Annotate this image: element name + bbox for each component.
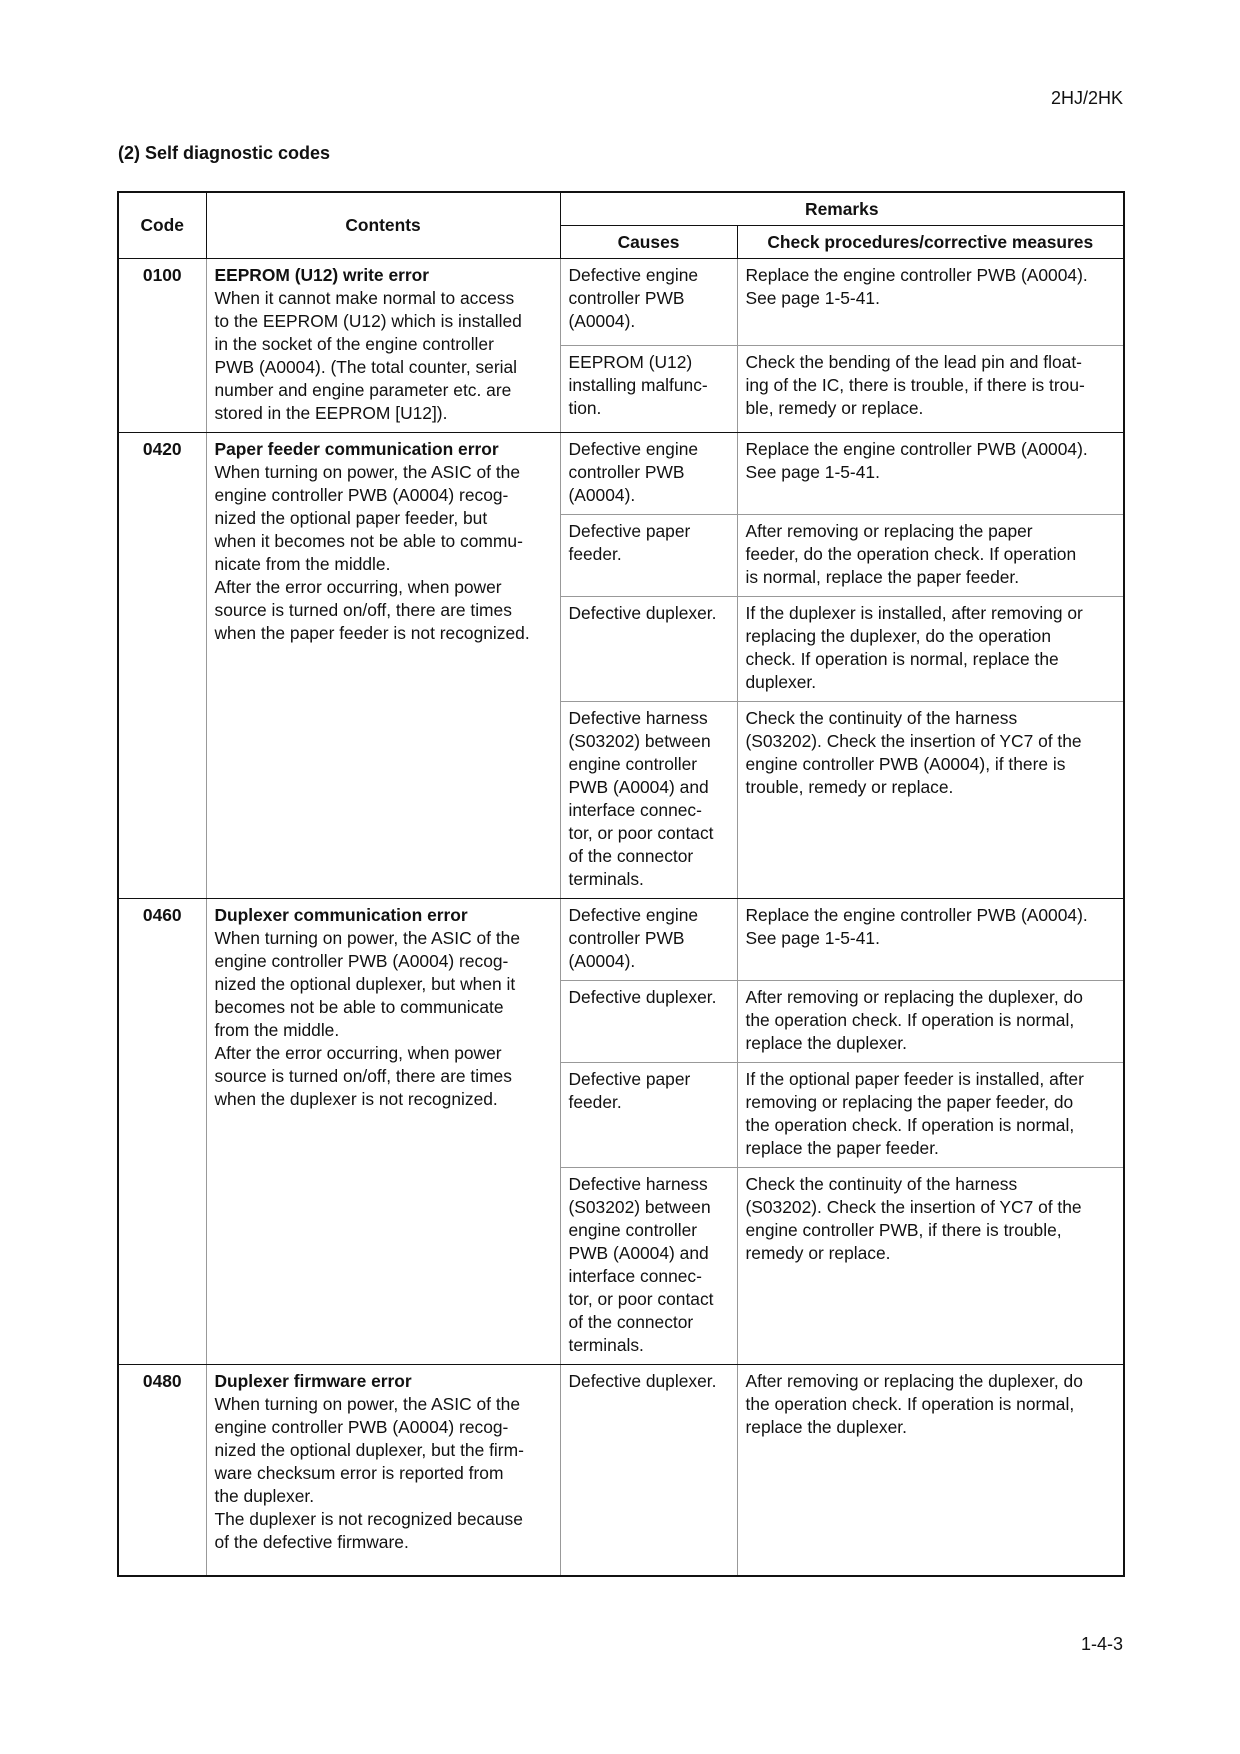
error-description: When turning on power, the ASIC of the engine controller PWB (A0004) recog- nized the optional duplexer, but the firm- ware checksum error is reported from the duplexer. The duplexer is not recognized because of the defective firmware. — [214, 1394, 524, 1552]
check-cell: Replace the engine controller PWB (A0004). See page 1-5-41. — [737, 899, 1124, 981]
error-description: When turning on power, the ASIC of the engine controller PWB (A0004) recog- nized the optional paper feeder, but when it becomes not be able to commu- nicate from the middle. After the error occurring, when power source is turned on/off, there are times when the paper feeder is not recognized. — [214, 462, 530, 643]
self-diagnostic-table — [117, 191, 1125, 1577]
header-remarks: Remarks — [560, 192, 1124, 226]
error-code: 0460 — [118, 899, 206, 1365]
check-cell: If the optional paper feeder is installed, after removing or replacing the paper feeder, do the operation check. If operation is normal, replace the paper feeder. — [737, 1063, 1124, 1168]
check-cell: After removing or replacing the duplexer, do the operation check. If operation is normal, replace the duplexer. — [737, 1365, 1124, 1577]
check-cell: Check the continuity of the harness (S03202). Check the insertion of YC7 of the engine controller PWB, if there is trouble, remedy or replace. — [737, 1168, 1124, 1365]
error-description: When it cannot make normal to access to the EEPROM (U12) which is installed in the socket of the engine controller PWB (A0004). (The total counter, serial number and engine parameter etc. are stored in the EEPROM [U12]). — [214, 288, 522, 423]
check-cell: Check the bending of the lead pin and float- ing of the IC, there is trouble, if there is trou- ble, remedy or replace. — [737, 346, 1124, 433]
table-row — [118, 1365, 1124, 1577]
error-contents — [206, 259, 560, 433]
cause-cell: Defective harness (S03202) between engine controller PWB (A0004) and interface connec- tor, or poor contact of the connector terminals. — [560, 1168, 737, 1365]
table-row — [118, 259, 1124, 346]
check-cell: Check the continuity of the harness (S03202). Check the insertion of YC7 of the engine controller PWB (A0004), if there is trouble, remedy or replace. — [737, 702, 1124, 899]
cause-cell: Defective duplexer. — [560, 1365, 737, 1577]
header-causes: Causes — [560, 226, 737, 259]
table-row — [118, 899, 1124, 981]
page-number: 1-4-3 — [1080, 1634, 1123, 1654]
table-row — [118, 433, 1124, 515]
check-cell: After removing or replacing the paper feeder, do the operation check. If operation is normal, replace the paper feeder. — [737, 515, 1124, 597]
header-code: Code — [118, 192, 206, 259]
section-title: (2) Self diagnostic codes — [118, 143, 331, 163]
error-description: When turning on power, the ASIC of the engine controller PWB (A0004) recog- nized the optional duplexer, but when it becomes not be able to communicate from the middle. After the error occurring, when power source is turned on/off, there are times when the duplexer is not recognized. — [214, 928, 520, 1109]
check-cell: Replace the engine controller PWB (A0004). See page 1-5-41. — [737, 433, 1124, 515]
check-cell: After removing or replacing the duplexer, do the operation check. If operation is normal, replace the duplexer. — [737, 981, 1124, 1063]
error-contents — [206, 1365, 560, 1577]
cause-cell: Defective paper feeder. — [560, 515, 737, 597]
cause-cell: Defective engine controller PWB (A0004). — [560, 433, 737, 515]
error-title: EEPROM (U12) write error — [214, 265, 430, 285]
document-header-code: 2HJ/2HK — [1050, 88, 1123, 108]
error-title: Paper feeder communication error — [214, 439, 499, 459]
cause-cell: Defective duplexer. — [560, 981, 737, 1063]
cause-cell: EEPROM (U12) installing malfunc- tion. — [560, 346, 737, 433]
check-cell: If the duplexer is installed, after removing or replacing the duplexer, do the operation check. If operation is normal, replace the duplexer. — [737, 597, 1124, 702]
error-title: Duplexer firmware error — [214, 1371, 412, 1391]
cause-cell: Defective harness (S03202) between engine controller PWB (A0004) and interface connec- tor, or poor contact of the connector terminals. — [560, 702, 737, 899]
error-code: 0420 — [118, 433, 206, 899]
table-body — [118, 259, 1124, 1577]
check-cell: Replace the engine controller PWB (A0004). See page 1-5-41. — [737, 259, 1124, 346]
cause-cell: Defective paper feeder. — [560, 1063, 737, 1168]
header-contents: Contents — [206, 192, 560, 259]
error-contents — [206, 899, 560, 1365]
error-title: Duplexer communication error — [214, 905, 468, 925]
cause-cell: Defective engine controller PWB (A0004). — [560, 899, 737, 981]
error-code: 0100 — [118, 259, 206, 433]
error-code: 0480 — [118, 1365, 206, 1577]
cause-cell: Defective duplexer. — [560, 597, 737, 702]
error-contents — [206, 433, 560, 899]
cause-cell: Defective engine controller PWB (A0004). — [560, 259, 737, 346]
header-checks: Check procedures/corrective measures — [737, 226, 1124, 259]
